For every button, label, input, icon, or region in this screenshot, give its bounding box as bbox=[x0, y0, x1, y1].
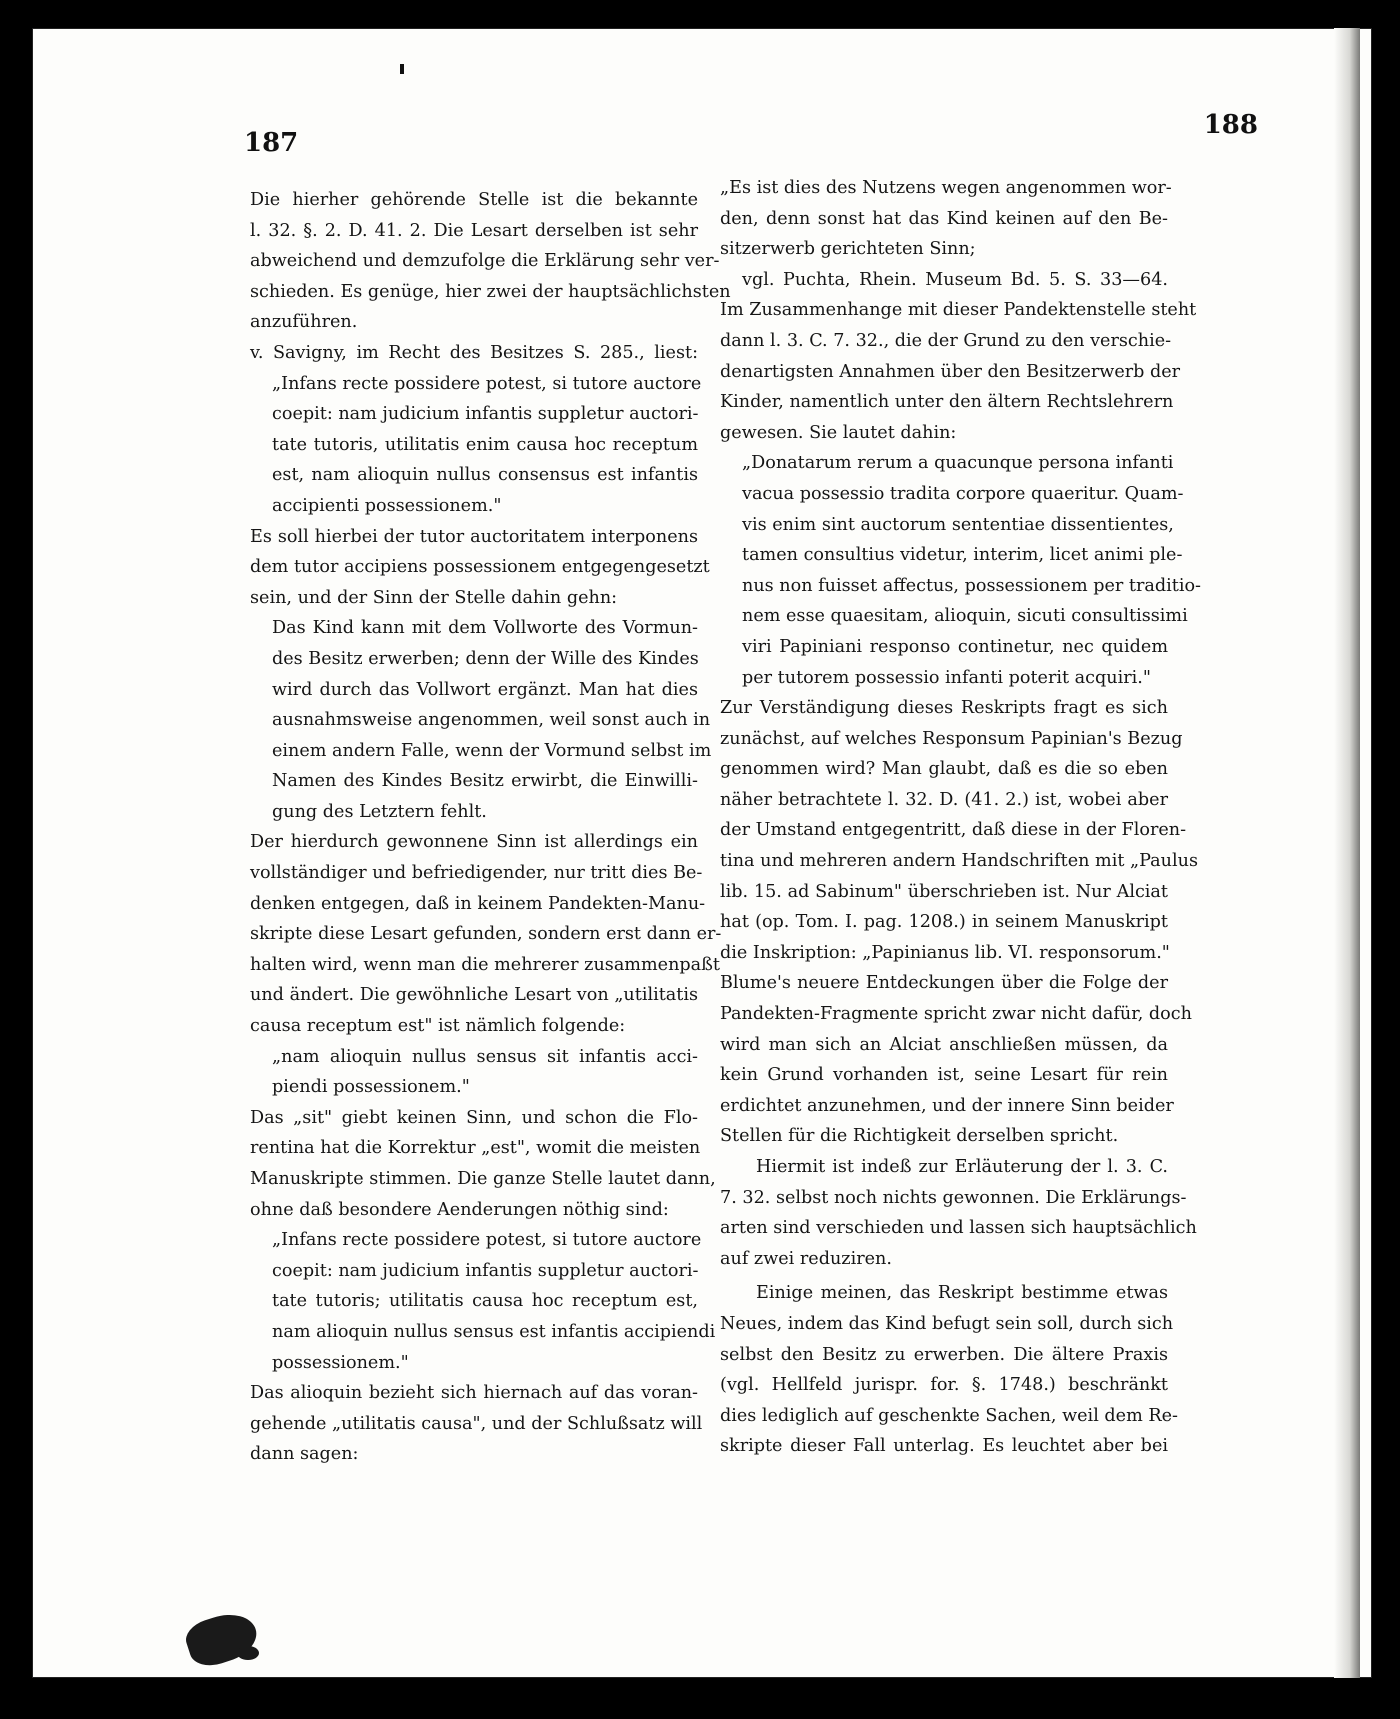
text-line: gehende „utilitatis causa", und der Schlußsatz will bbox=[250, 1413, 703, 1434]
text-line: „Es ist dies des Nutzens wegen angenommen wor- bbox=[720, 178, 1172, 198]
quote-line: coepit: nam judicium infantis suppletur auctori- bbox=[272, 404, 699, 425]
text-line: rentina hat die Korrektur „est", womit die meisten bbox=[250, 1138, 701, 1159]
quote-line: tate tutoris; utilitatis causa hoc receptum est, bbox=[272, 1291, 698, 1312]
text-line: (vgl. Hellfeld jurispr. for. §. 1748.) beschränkt bbox=[720, 1375, 1168, 1396]
text-line: ohne daß besondere Aenderungen nöthig sind: bbox=[250, 1199, 669, 1220]
text-line: l. 32. §. 2. D. 41. 2. Die Lesart derselben ist sehr bbox=[250, 220, 698, 241]
text-line: sitzerwerb gerichteten Sinn; bbox=[720, 239, 976, 260]
quote-line: des Besitz erwerben; denn der Wille des Kindes bbox=[272, 648, 699, 669]
text-line: dies lediglich auf geschenkte Sachen, weil dem Re- bbox=[720, 1405, 1178, 1426]
text-line: Im Zusammenhange mit dieser Pandektenstelle steht bbox=[720, 300, 1197, 321]
text-line: Zur Verständigung dieses Reskripts fragt es sich bbox=[720, 698, 1168, 719]
quote-line: gung des Letztern fehlt. bbox=[272, 801, 487, 822]
quote-line: „Infans recte possidere potest, si tutore auctore bbox=[272, 1230, 702, 1251]
quote-line: nus non fuisset affectus, possessionem per traditio- bbox=[742, 575, 1201, 596]
text-line: sein, und der Sinn der Stelle dahin gehn: bbox=[250, 587, 618, 608]
text-line: dann l. 3. C. 7. 32., die der Grund zu den verschie- bbox=[720, 330, 1172, 351]
text-line: Manuskripte stimmen. Die ganze Stelle lautet dann, bbox=[250, 1169, 716, 1189]
text-line: dem tutor accipiens possessionem entgegengesetzt bbox=[250, 557, 710, 578]
text-line: arten sind verschieden und lassen sich hauptsächlich bbox=[720, 1218, 1197, 1239]
text-line: 7. 32. selbst noch nichts gewonnen. Die Erklärungs- bbox=[720, 1187, 1187, 1208]
quote-line: est, nam alioquin nullus consensus est infantis bbox=[272, 465, 698, 486]
text-line: vgl. Puchta, Rhein. Museum Bd. 5. S. 33—64. bbox=[742, 269, 1168, 290]
text-line: Die hierher gehörende Stelle ist die bekannte bbox=[250, 190, 698, 210]
text-line: v. Savigny, im Recht des Besitzes S. 285., liest: bbox=[250, 342, 698, 363]
quote-line: possessionem." bbox=[272, 1352, 409, 1373]
text-line: abweichend und demzufolge die Erklärung sehr ver- bbox=[250, 251, 720, 272]
right-text-column bbox=[720, 173, 1201, 1462]
text-line: Es soll hierbei der tutor auctoritatem interponens bbox=[250, 526, 698, 547]
ink-blot bbox=[182, 1606, 263, 1671]
page-number-left: 187 bbox=[244, 128, 299, 158]
text-line: und ändert. Die gewöhnliche Lesart von „utilitatis bbox=[250, 985, 698, 1006]
text-line: halten wird, wenn man die mehrerer zusammenpaßt bbox=[250, 954, 720, 975]
text-line: Neues, indem das Kind befugt sein soll, durch sich bbox=[720, 1313, 1174, 1334]
text-line: zunächst, auf welches Responsum Papinian's Bezug bbox=[720, 728, 1183, 749]
text-line: denartigsten Annahmen über den Besitzerwerb der bbox=[720, 361, 1181, 382]
text-line: Der hierdurch gewonnene Sinn ist allerdings ein bbox=[250, 832, 698, 853]
quote-line: Namen des Kindes Besitz erwirbt, die Einwilli- bbox=[272, 771, 698, 792]
text-line: denken entgegen, daß in keinem Pandekten-Manu- bbox=[250, 893, 706, 914]
text-line: anzuführen. bbox=[250, 312, 358, 333]
text-line: den, denn sonst hat das Kind keinen auf den Be- bbox=[720, 208, 1168, 229]
ink-blot-small bbox=[237, 1646, 259, 1660]
text-line: selbst den Besitz zu erwerben. Die ältere Praxis bbox=[720, 1344, 1168, 1365]
quote-line: nam alioquin nullus sensus est infantis accipiendi bbox=[272, 1321, 716, 1342]
text-line: causa receptum est" ist nämlich folgende: bbox=[250, 1016, 626, 1037]
text-line: kein Grund vorhanden ist, seine Lesart für rein bbox=[720, 1065, 1168, 1086]
text-line: erdichtet anzunehmen, und der innere Sinn beider bbox=[720, 1095, 1174, 1116]
quote-line: tate tutoris, utilitatis enim causa hoc receptum bbox=[272, 434, 698, 455]
text-line: Hiermit ist indeß zur Erläuterung der l. 3. C. bbox=[756, 1157, 1168, 1177]
text-line: näher betrachtete l. 32. D. (41. 2.) ist, wobei aber bbox=[720, 789, 1168, 810]
text-line: genommen wird? Man glaubt, daß es die so eben bbox=[720, 759, 1168, 780]
text-line: Das „sit" giebt keinen Sinn, und schon die Flo- bbox=[250, 1107, 698, 1128]
quote-line: ausnahmsweise angenommen, weil sonst auch in bbox=[272, 710, 711, 731]
text-line: Pandekten-Fragmente spricht zwar nicht dafür, doch bbox=[720, 1004, 1192, 1025]
quote-line: viri Papiniani responso continetur, nec quidem bbox=[742, 636, 1168, 657]
text-line: Einige meinen, das Reskript bestimme etwas bbox=[756, 1283, 1168, 1304]
page-edge-shadow bbox=[1334, 28, 1360, 1678]
text-line: skripte dieser Fall unterlag. Es leuchtet aber bei bbox=[720, 1436, 1168, 1457]
quote-line: nem esse quaesitam, alioquin, sicuti consultissimi bbox=[742, 606, 1188, 627]
text-line: Kinder, namentlich unter den ältern Rechtslehrern bbox=[720, 392, 1174, 413]
quote-line: tamen consultius videtur, interim, licet animi ple- bbox=[742, 545, 1183, 566]
quote-line: Das Kind kann mit dem Vollworte des Vormun- bbox=[272, 618, 698, 639]
text-line: auf zwei reduziren. bbox=[720, 1248, 892, 1269]
text-line: dann sagen: bbox=[250, 1444, 359, 1465]
text-line: die Inskription: „Papinianus lib. VI. responsorum." bbox=[720, 942, 1170, 963]
quote-line: piendi possessionem." bbox=[272, 1077, 470, 1098]
text-line: schieden. Es genüge, hier zwei der hauptsächlichsten bbox=[250, 281, 731, 302]
quote-line: „Donatarum rerum a quacunque persona infanti bbox=[742, 453, 1174, 474]
quote-line: einem andern Falle, wenn der Vormund selbst im bbox=[272, 740, 712, 761]
ink-speck bbox=[400, 64, 404, 74]
quote-line: vacua possessio tradita corpore quaeritur. Quam- bbox=[742, 483, 1184, 504]
text-line: vollständiger und befriedigender, nur tritt dies Be- bbox=[250, 863, 703, 884]
text-line: skripte diese Lesart gefunden, sondern erst dann er- bbox=[250, 924, 722, 945]
text-line: lib. 15. ad Sabinum" überschrieben ist. Nur Alciat bbox=[720, 881, 1168, 902]
text-line: tina und mehreren andern Handschriften mit „Paulus bbox=[720, 851, 1198, 872]
page-number-right: 188 bbox=[1203, 110, 1258, 140]
quote-line: „nam alioquin nullus sensus sit infantis acci- bbox=[272, 1046, 698, 1067]
quote-line: coepit: nam judicium infantis suppletur auctori- bbox=[272, 1260, 699, 1281]
quote-line: per tutorem possessio infanti poterit acquiri." bbox=[742, 667, 1151, 688]
text-line: Blume's neuere Entdeckungen über die Folge der bbox=[720, 973, 1168, 994]
text-line: Das alioquin bezieht sich hiernach auf das voran- bbox=[250, 1383, 698, 1404]
quote-line: wird durch das Vollwort ergänzt. Man hat dies bbox=[272, 679, 698, 700]
text-line: gewesen. Sie lautet dahin: bbox=[720, 422, 957, 443]
quote-line: „Infans recte possidere potest, si tutore auctore bbox=[272, 373, 702, 394]
left-text-column bbox=[250, 185, 731, 1470]
text-line: hat (op. Tom. I. pag. 1208.) in seinem Manuskript bbox=[720, 912, 1168, 933]
text-line: der Umstand entgegentritt, daß diese in der Floren- bbox=[720, 820, 1187, 841]
quote-line: accipienti possessionem." bbox=[272, 495, 502, 516]
quote-line: vis enim sint auctorum sententiae dissentientes, bbox=[742, 514, 1174, 535]
text-line: Stellen für die Richtigkeit derselben spricht. bbox=[720, 1126, 1119, 1147]
text-line: wird man sich an Alciat anschließen müssen, da bbox=[720, 1034, 1168, 1055]
